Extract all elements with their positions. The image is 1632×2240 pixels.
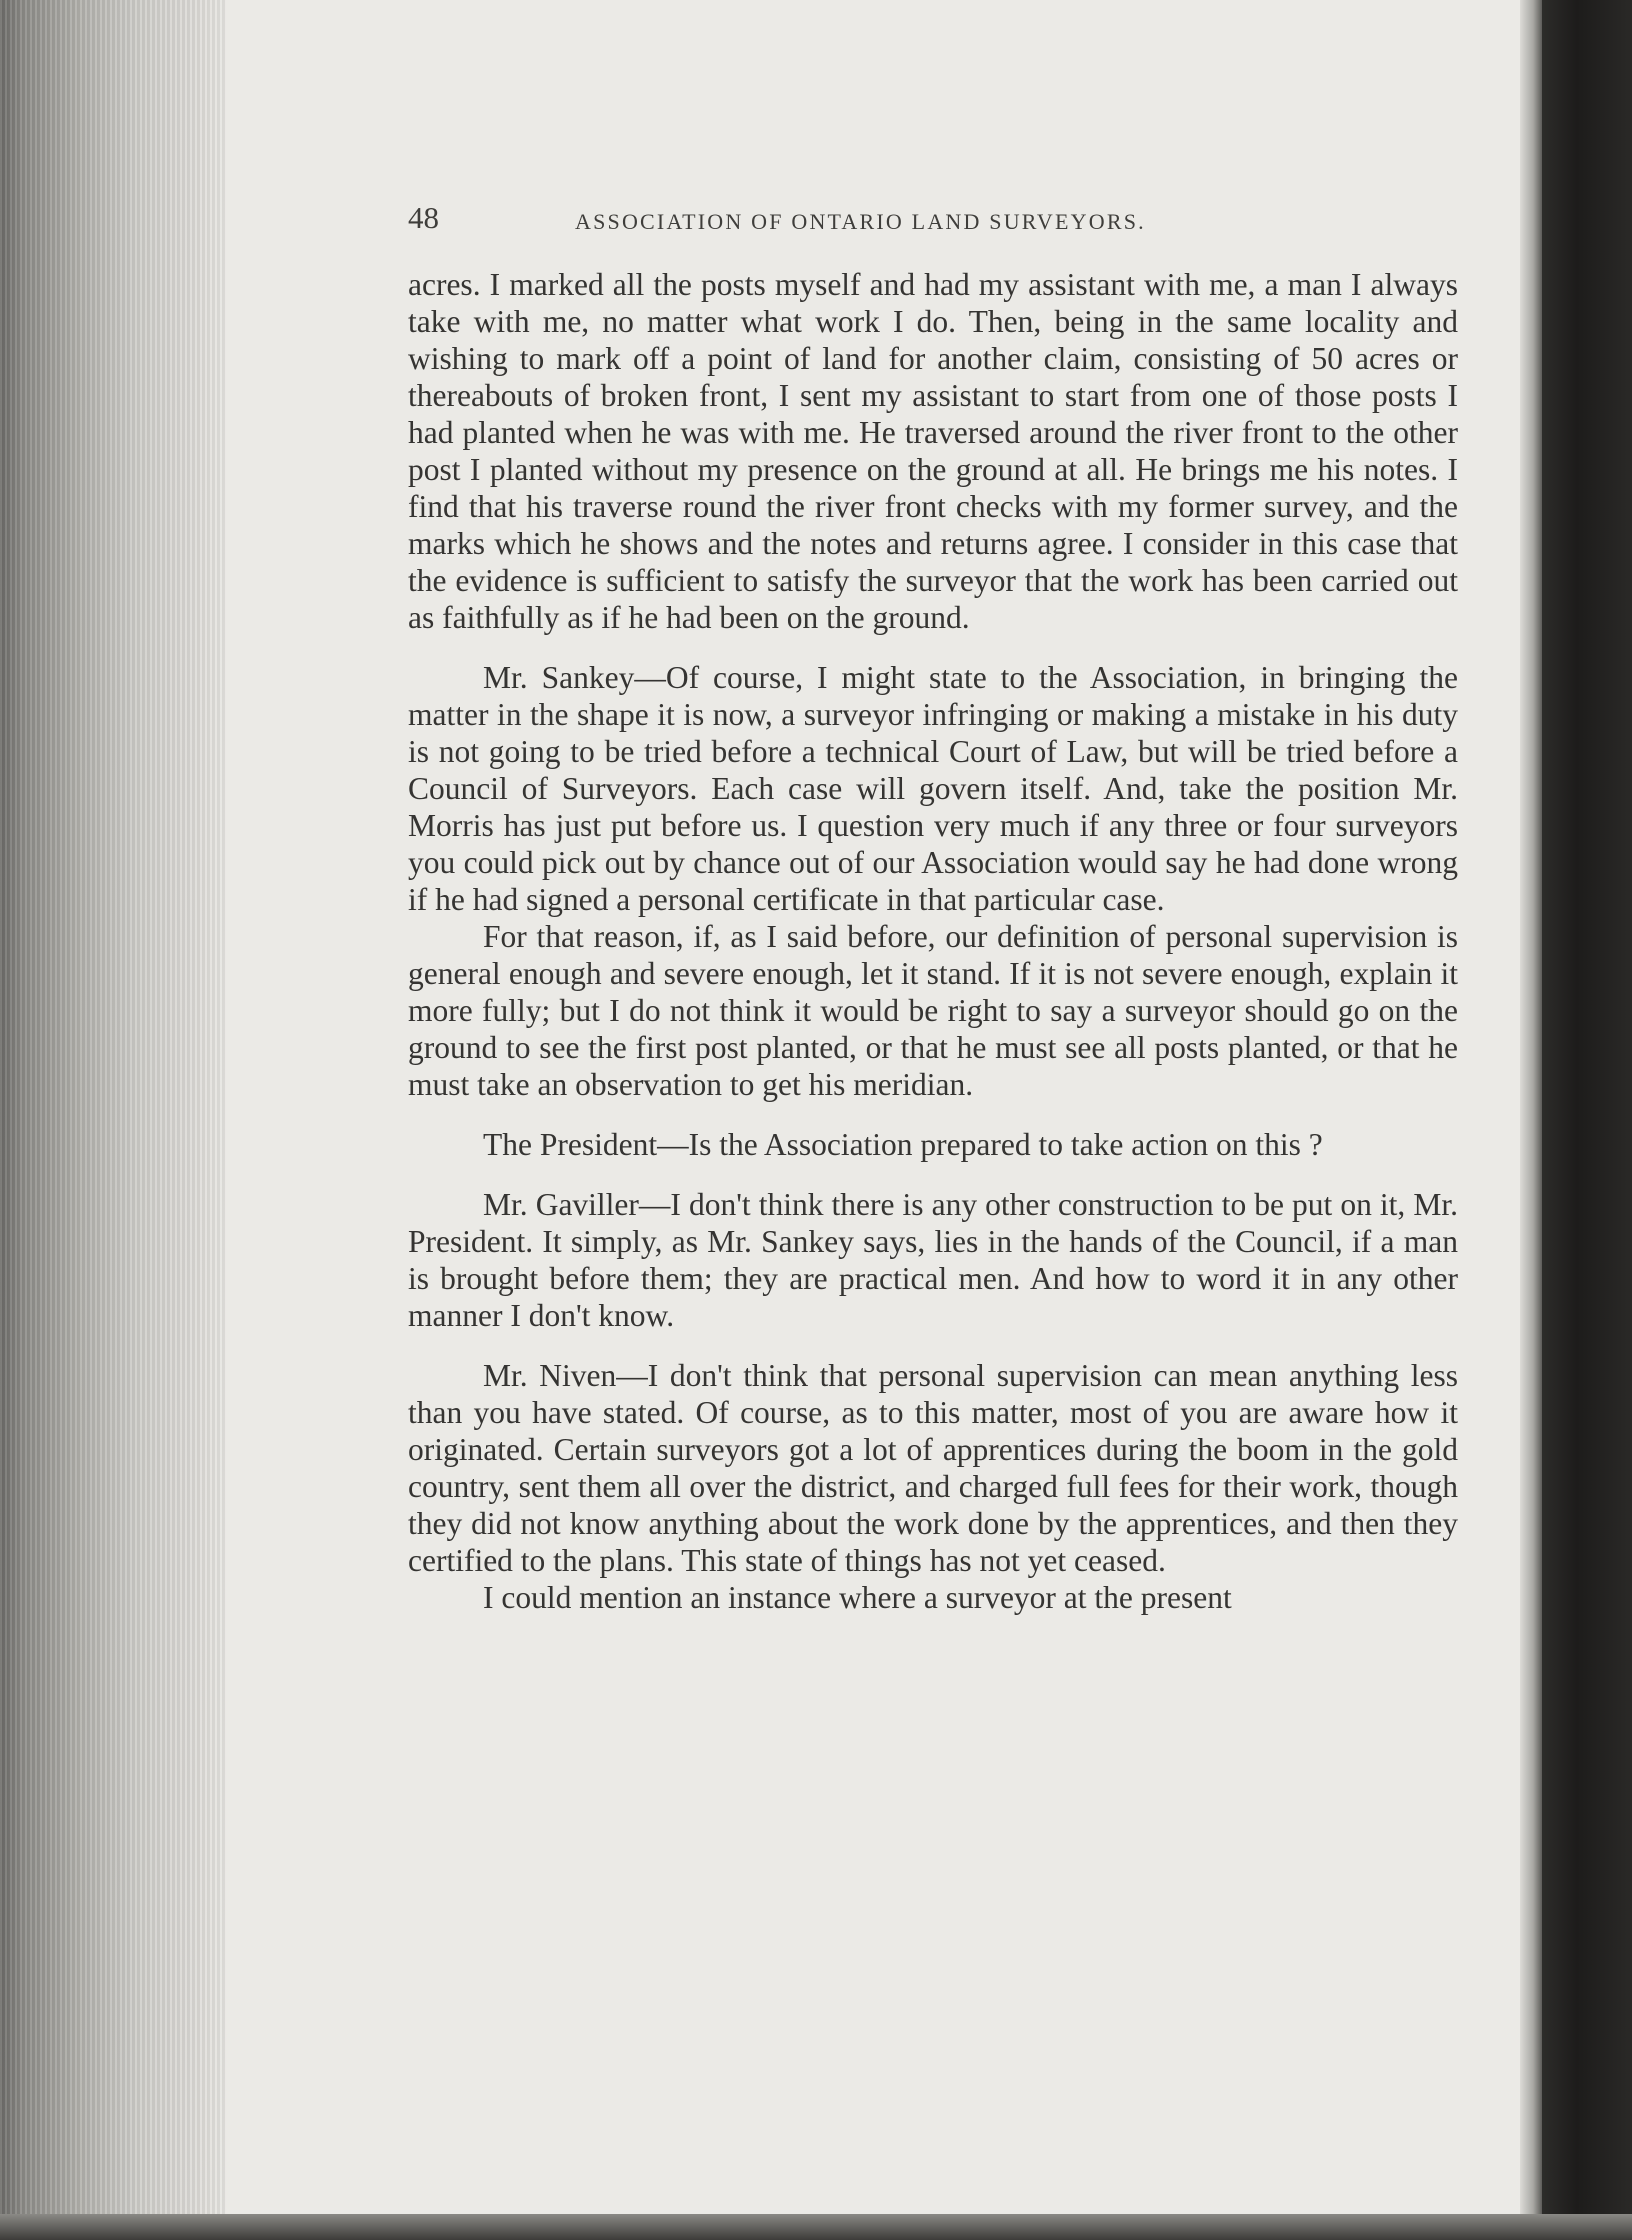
page-right-edge [1520, 0, 1542, 2240]
page-number: 48 [408, 200, 439, 235]
paragraph-president: The President—Is the Association prepared to take action on this ? [483, 1127, 1323, 1162]
paragraph-continuation: acres. I marked all the posts myself and had my assistant with me, a man I always take with me, no matter what work I do. Then, being in the same locality and wishing to mark off a point of land for another claim, consisting of 50 acres or thereabouts of broken front, I sent my assistant to start from one of those posts I had planted when he was with me. He traversed around the river front to the other post I planted without my presence on the ground at all. He brings me his notes. I find that his traverse round the river front checks with my former survey, and the marks which he shows and the notes and returns agree. I consider in this case that the evidence is sufficient to satisfy the surveyor that the work has been carried out as faithfully as if he had been on the ground. [408, 267, 1458, 635]
paragraph-sankey-continued: For that reason, if, as I said before, our definition of personal supervision is general enough and severe enough, let it stand. If it is not severe enough, explain it more fully; but I do not think it would be right to say a surveyor should go on the ground to see the first post planted, or that he must see all posts planted, or that he must take an observation to get his meridian. [408, 919, 1458, 1102]
paragraph-gaviller: Mr. Gaviller—I don't think there is any other construction to be put on it, Mr. President. It simply, as Mr. Sankey says, lies in the hands of the Council, if a man is brought before them; they are practical men. And how to word it in any other manner I don't know. [408, 1187, 1458, 1333]
running-title: ASSOCIATION OF ONTARIO LAND SURVEYORS. [575, 209, 1146, 234]
page-header [408, 200, 1458, 246]
book-bottom-edge [0, 2214, 1632, 2240]
paragraph-niven: Mr. Niven—I don't think that personal supervision can mean anything less than you have stated. Of course, as to this matter, most of you are aware how it originated. Certain surveyors got a lot of apprentices during the boom in the gold country, sent them all over the district, and charged full fees for their work, though they did not know anything about the work done by the apprentices, and then they certified to the plans. This state of things has not yet ceased. [408, 1358, 1458, 1578]
book-binding-edge [0, 0, 230, 2240]
paragraph-niven-continued: I could mention an instance where a surveyor at the present [483, 1580, 1232, 1615]
book-cover-shadow [1540, 0, 1632, 2240]
page-edge-texture [0, 0, 230, 2240]
paragraph-sankey: Mr. Sankey—Of course, I might state to the Association, in bringing the matter in the shape it is now, a surveyor infringing or making a mistake in his duty is not going to be tried before a technical Court of Law, but will be tried before a Council of Surveyors. Each case will govern itself. And, take the position Mr. Morris has just put before us. I question very much if any three or four surveyors you could pick out by chance out of our Association would say he had done wrong if he had signed a personal certificate in that particular case. [408, 660, 1458, 917]
body-text [408, 266, 1458, 1616]
